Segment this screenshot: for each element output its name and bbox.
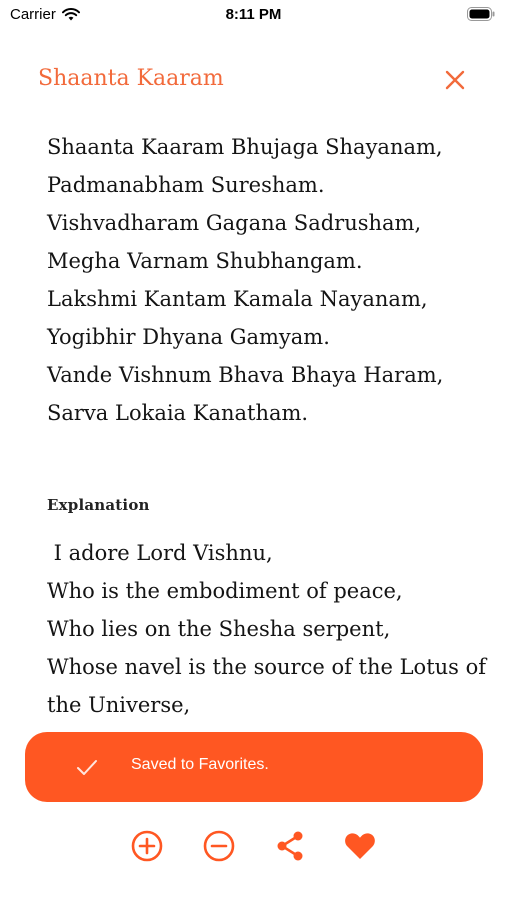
- zoom-in-button[interactable]: [127, 826, 167, 866]
- mantra-content: [47, 128, 487, 724]
- verse-line: Sarva Lokaia Kanatham.: [47, 401, 309, 425]
- header: [0, 58, 507, 102]
- share-icon: [273, 829, 307, 863]
- verse-block: [47, 128, 477, 432]
- verse-line: Padmanabham Suresham.: [47, 173, 325, 197]
- favorite-button[interactable]: [340, 826, 380, 866]
- explanation-line: Who lies on the Shesha serpent,: [47, 617, 391, 641]
- checkmark-icon: [75, 755, 99, 779]
- zoom-out-button[interactable]: [199, 826, 239, 866]
- battery-icon: [467, 7, 495, 25]
- verse-line: Yogibhir Dhyana Gamyam.: [47, 325, 330, 349]
- verse-line: Shaanta Kaaram Bhujaga Shayanam,: [47, 135, 443, 159]
- heart-icon: [343, 829, 377, 863]
- zoom-out-icon: [202, 829, 236, 863]
- verse-line: Megha Varnam Shubhangam.: [47, 249, 363, 273]
- verse-line: Vande Vishnum Bhava Bhaya Haram,: [47, 363, 444, 387]
- bottom-toolbar: [0, 826, 507, 866]
- page-title: Shaanta Kaaram: [38, 66, 224, 91]
- explanation-heading: Explanation: [47, 496, 150, 514]
- explanation-line: I adore Lord Vishnu,: [47, 541, 273, 565]
- verse-line: Vishvadharam Gagana Sadrusham,: [47, 211, 422, 235]
- zoom-in-icon: [130, 829, 164, 863]
- explanation-line: Whose navel is the source of the Lotus of: [47, 655, 487, 679]
- saved-toast: [25, 732, 483, 802]
- close-button[interactable]: [441, 66, 469, 94]
- toast-message: Saved to Favorites.: [131, 756, 269, 773]
- explanation-line: the Universe,: [47, 693, 191, 717]
- share-button[interactable]: [270, 826, 310, 866]
- clock: 8:11 PM: [225, 6, 282, 23]
- status-bar: [0, 0, 507, 30]
- carrier-label: Carrier: [10, 6, 56, 23]
- close-icon: [445, 70, 465, 90]
- verse-line: Lakshmi Kantam Kamala Nayanam,: [47, 287, 428, 311]
- explanation-line: Who is the embodiment of peace,: [47, 579, 403, 603]
- explanation-block: [47, 534, 487, 724]
